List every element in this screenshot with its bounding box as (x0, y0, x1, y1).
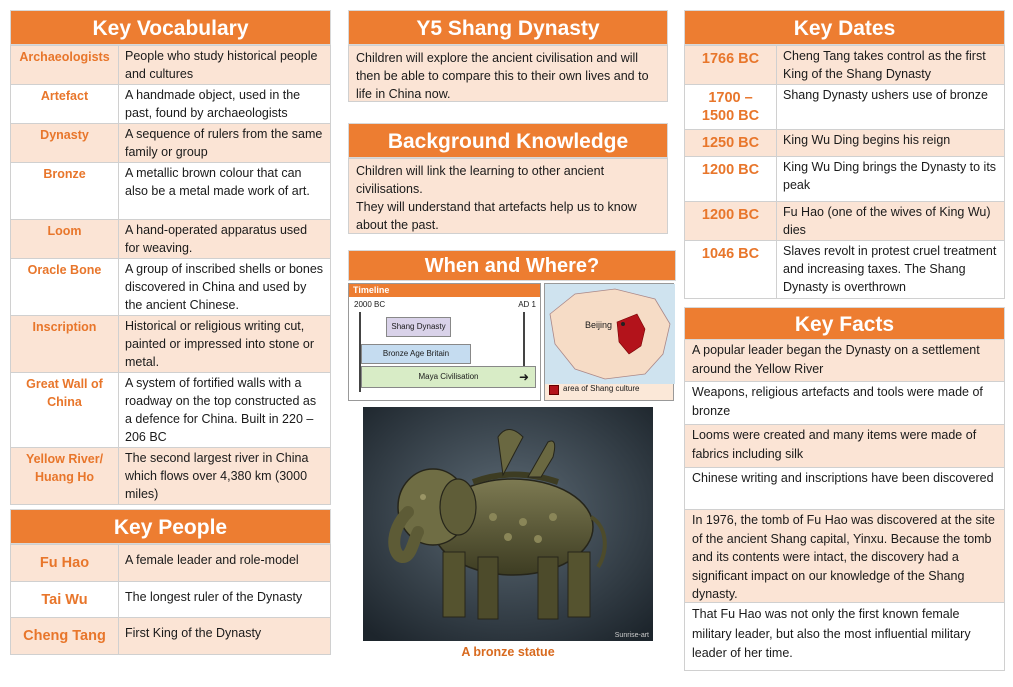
background-title: Background Knowledge (348, 123, 668, 158)
person-description: The longest ruler of the Dynasty (119, 582, 331, 618)
date-label: 1250 BC (685, 130, 777, 157)
table-row (11, 618, 331, 655)
list-item: In 1976, the tomb of Fu Hao was discovered at the site of the ancient Shang capital, Yinxu. Because the tomb and its contents were intact, the discovery had a significant impact on our knowledge of the Shang dynasty. (684, 510, 1005, 603)
vocab-definition: Historical or religious writing cut, painted or impressed into stone or metal. (119, 316, 331, 373)
timeline-graphic (348, 283, 541, 401)
date-event: Fu Hao (one of the wives of King Wu) dies (777, 202, 1005, 241)
table-row (11, 124, 331, 163)
background-text (348, 158, 668, 234)
person-name: Cheng Tang (11, 618, 119, 655)
intro-section (348, 10, 668, 102)
map-graphic (544, 283, 674, 401)
table-row (685, 241, 1005, 299)
table-row (685, 46, 1005, 85)
vocab-definition: A metallic brown colour that can also be a metal made work of art. (119, 163, 331, 220)
background-section (348, 123, 668, 234)
vocab-term: Bronze (11, 163, 119, 220)
legend-swatch-icon (549, 385, 559, 395)
table-row (11, 163, 331, 220)
timeline-bar-maya: Maya Civilisation (361, 366, 536, 388)
vocab-definition: A handmade object, used in the past, found by archaeologists (119, 85, 331, 124)
table-row (11, 46, 331, 85)
table-row (11, 259, 331, 316)
vocab-term: Archaeologists (11, 46, 119, 85)
table-row (11, 545, 331, 582)
list-item: Chinese writing and inscriptions have been discovered (684, 468, 1005, 510)
vocab-definition: A system of fortified walls with a roadway on the top constructed as a defence for China. Built in 220 – 206 BC (119, 373, 331, 448)
date-event: Shang Dynasty ushers use of bronze (777, 85, 1005, 130)
vocab-term: Dynasty (11, 124, 119, 163)
list-item: That Fu Hao was not only the first known female military leader, but also the most influential military leader of her time. (684, 603, 1005, 671)
page-title: Y5 Shang Dynasty (348, 10, 668, 45)
map-city-label: Beijing (585, 320, 613, 330)
key-vocabulary-section (10, 10, 331, 505)
key-facts-title: Key Facts (684, 307, 1005, 340)
table-row (11, 373, 331, 448)
vocab-term: Inscription (11, 316, 119, 373)
vocab-term: Loom (11, 220, 119, 259)
vocab-definition: A sequence of rulers from the same family or group (119, 124, 331, 163)
background-line: Children will link the learning to other ancient civilisations. (356, 164, 605, 196)
date-label: 1200 BC (685, 202, 777, 241)
timeline-label: Timeline (349, 284, 540, 297)
date-event: Slaves revolt in protest cruel treatment and increasing taxes. The Shang Dynasty is overthrown (777, 241, 1005, 299)
timeline-end: AD 1 (518, 300, 536, 309)
table-row (11, 316, 331, 373)
people-table (10, 544, 331, 655)
list-item: Looms were created and many items were made of fabrics including silk (684, 425, 1005, 468)
vocab-definition: The second largest river in China which flows over 4,380 km (3000 miles) (119, 448, 331, 505)
table-row (11, 220, 331, 259)
date-label: 1046 BC (685, 241, 777, 299)
date-label: 1766 BC (685, 46, 777, 85)
table-row (11, 448, 331, 505)
date-event: King Wu Ding brings the Dynasty to its peak (777, 157, 1005, 202)
key-people-title: Key People (10, 509, 331, 544)
timeline-bar-bronze-age: Bronze Age Britain (361, 344, 471, 364)
photo-caption: A bronze statue (461, 645, 555, 659)
timeline-start: 2000 BC (354, 300, 386, 309)
list-item: Weapons, religious artefacts and tools were made of bronze (684, 382, 1005, 425)
table-row (685, 202, 1005, 241)
dates-table (684, 45, 1005, 299)
table-row (685, 85, 1005, 130)
vocab-definition: People who study historical people and cultures (119, 46, 331, 85)
key-dates-section (684, 10, 1005, 299)
vocabulary-table (10, 45, 331, 505)
date-event: King Wu Ding begins his reign (777, 130, 1005, 157)
vocab-definition: A group of inscribed shells or bones discovered in China and used by the ancient Chinese. (119, 259, 331, 316)
person-description: A female leader and role-model (119, 545, 331, 582)
vocab-term: Oracle Bone (11, 259, 119, 316)
person-name: Fu Hao (11, 545, 119, 582)
key-people-section (10, 509, 331, 655)
photo-credit: Sunrise-art (614, 632, 649, 639)
intro-text: Children will explore the ancient civilisation and will then be able to compare this to their own lives and to life in China now. (348, 45, 668, 102)
background-line: They will understand that artefacts help us to know about the past. (356, 200, 637, 232)
vocab-term: Yellow River/ Huang Ho (11, 448, 119, 505)
vocab-definition: A hand-operated apparatus used for weaving. (119, 220, 331, 259)
vocab-term: Great Wall of China (11, 373, 119, 448)
date-label: 1700 – 1500 BC (685, 85, 777, 130)
table-row (11, 85, 331, 124)
bronze-statue-photo (363, 407, 653, 641)
key-vocabulary-title: Key Vocabulary (10, 10, 331, 45)
table-row (11, 582, 331, 618)
key-dates-title: Key Dates (684, 10, 1005, 45)
vocab-term: Artefact (11, 85, 119, 124)
list-item: A popular leader began the Dynasty on a settlement around the Yellow River (684, 340, 1005, 382)
table-row (685, 130, 1005, 157)
person-name: Tai Wu (11, 582, 119, 618)
timeline-bar-shang: Shang Dynasty (386, 317, 451, 337)
date-label: 1200 BC (685, 157, 777, 202)
key-facts-section (684, 307, 1005, 671)
person-description: First King of the Dynasty (119, 618, 331, 655)
date-event: Cheng Tang takes control as the first King of the Shang Dynasty (777, 46, 1005, 85)
arrow-right-icon: ➜ (519, 370, 530, 384)
when-where-title: When and Where? (348, 250, 676, 281)
table-row (685, 157, 1005, 202)
map-legend: area of Shang culture (563, 384, 640, 393)
